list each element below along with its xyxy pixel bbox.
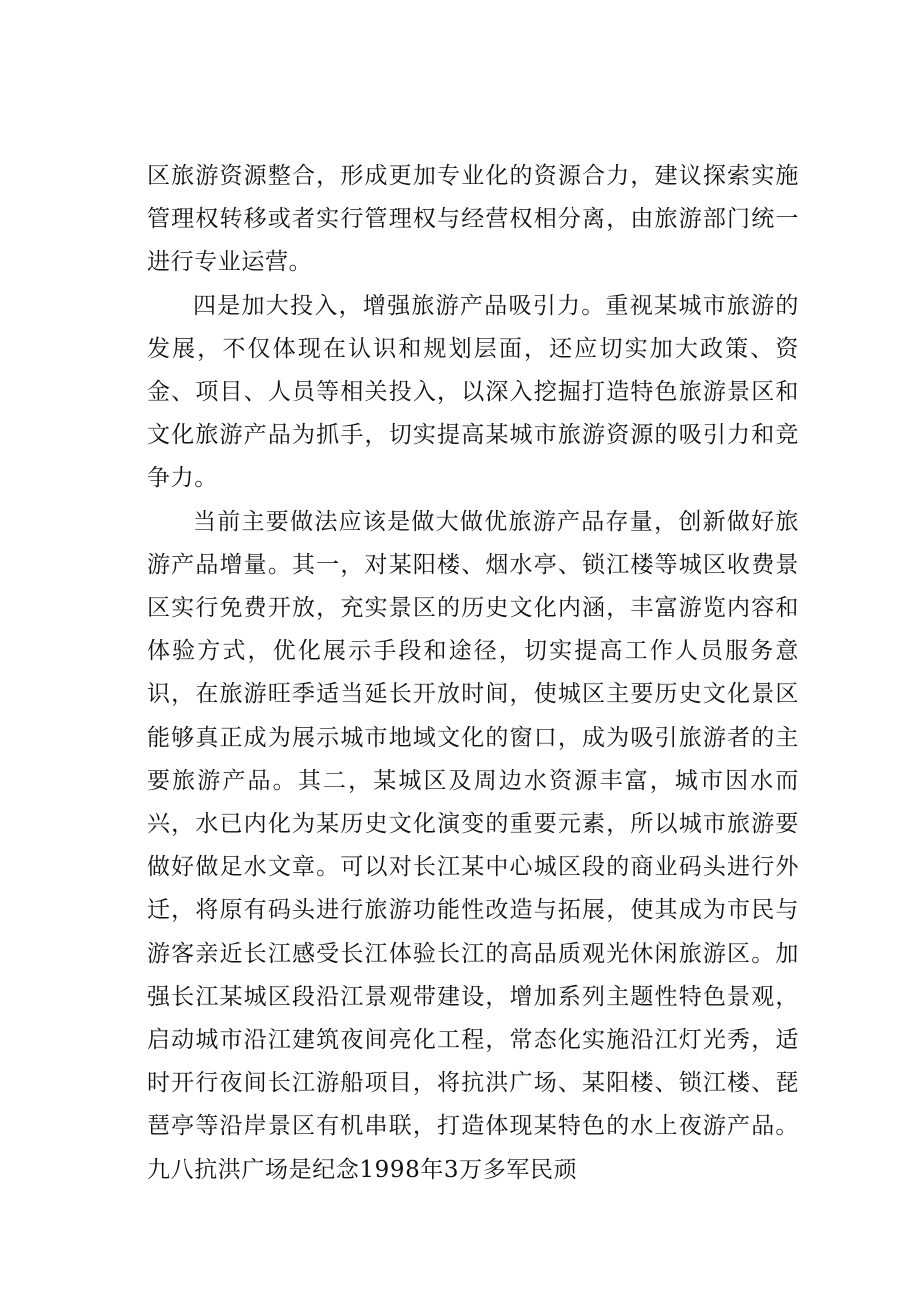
paragraph-3: 当前主要做法应该是做大做优旅游产品存量，创新做好旅游产品增量。其一，对某阳楼、烟水亭、锁江楼等城区收费景区实行免费开放，充实景区的历史文化内涵，丰富游览内容和体验方式，优化展示手段和途径，切实提高工作人员服务意识，在旅游旺季适当延长开放时间，使城区主要历史文化景区能够真正成为展示城市地域文化的窗口，成为吸引旅游者的主要旅游产品。其二，某城区及周边水资源丰富，城市因水而兴，水已内化为某历史文化演变的重要元素，所以城市旅游要做好做足水文章。可以对长江某中心城区段的商业码头进行外迁，将原有码头进行旅游功能性改造与拓展，使其成为市民与游客亲近长江感受长江体验长江的高品质观光休闲旅游区。加强长江某城区段沿江景观带建设，增加系列主题性特色景观，启动城市沿江建筑夜间亮化工程，常态化实施沿江灯光秀，适时开行夜间长江游船项目，将抗洪广场、某阳楼、锁江楼、琵琶亭等沿岸景区有机串联，打造体现某特色的水上夜游产品。九八抗洪广场是纪念1998年3万多军民顽: [147, 508, 799, 1183]
paragraph-1: 区旅游资源整合，形成更加专业化的资源合力，建议探索实施管理权转移或者实行管理权与经营权相分离，由旅游部门统一进行专业运营。: [147, 163, 799, 276]
body-text: [147, 155, 799, 1192]
paragraph-2: 四是加大投入，增强旅游产品吸引力。重视某城市旅游的发展，不仅体现在认识和规划层面，还应切实加大政策、资金、项目、人员等相关投入，以深入挖掘打造特色旅游景区和文化旅游产品为抓手，切实提高某城市旅游资源的吸引力和竞争力。: [147, 292, 799, 492]
